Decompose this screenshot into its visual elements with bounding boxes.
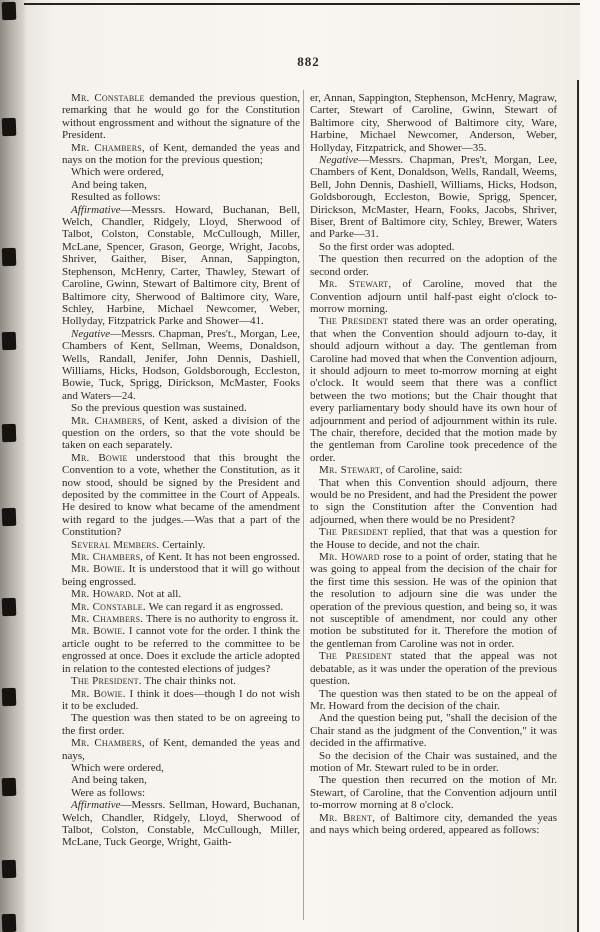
paragraph: Mr. Bowie understood that this brought the Convention to a vote, whether the Constitution, as it now stood, should be signed by the President and deposited by the committee in the Court of Appeals. He desired to know what became of the amendment with regard to the judges.—Was that a part of the Constitution? [62,451,300,539]
speaker-name: Mr. Bowie. [71,687,126,700]
paragraph: Several Members. Certainly. [71,538,206,551]
paragraph: Mr. Howard rose to a point of order, stating that he was going to appeal from the decision of the chair for the first time this session. He was of the opinion that the resolution to adjourn sine die was under the operation of the previous question, and being so, it was not susceptible of amendment, nor could any other motion be substituted for it. Therefore the motion of the gentleman from Caroline was not in order. [310,551,557,650]
paragraph: The President. The chair thinks not. [71,675,237,688]
vote-list-label: Affirmative [71,203,121,216]
vote-list-label: Negative [319,154,359,167]
speaker-name: The President [319,315,389,328]
paragraph: Mr. Bowie. I think it does—though I do not wish it to be excluded. [62,687,300,712]
paragraph: Were as follows: [71,786,146,799]
page-number: 882 [297,54,320,69]
paragraph: The question was then stated to be on the appeal of Mr. Howard from the decision of the chair. [310,687,557,712]
speaker-name: The President [319,526,389,539]
vote-list-label: Negative [71,327,111,340]
scan-mark [2,508,17,526]
paragraph: The question then recurred on the adoption of the second order. [310,253,557,278]
paragraph: Mr. Chambers, of Kent. It has not been engrossed. [71,551,300,564]
scan-mark [2,914,17,932]
speaker-name: Mr. Bowie [71,451,128,464]
paragraph: And being taken, [71,178,147,191]
vote-list-label: Affirmative [71,799,121,812]
speaker-name: Mr. Chambers [71,737,142,750]
speaker-name: Mr. Brent [319,811,373,824]
scan-gutter-line [577,80,579,932]
speaker-name: The President. [71,675,142,688]
speaker-name: Mr. Chambers [71,141,142,154]
speaker-name: Mr. Stewart [319,278,389,291]
speaker-name: Mr. Bowie. [71,563,126,576]
paragraph: Mr. Chambers, of Kent, demanded the yeas and nays, [62,737,300,762]
speaker-name: Mr. Constable [71,92,145,104]
paragraph: Affirmative—Messrs. Sellman, Howard, Buchanan, Welch, Chandler, Ridgely, Lloyd, Sherwood of Talbot, Colston, Constable, McCullough, Miller, McLane, Tuck George, Wright, Gaith- [62,799,300,849]
paragraph: Mr. Bowie. It is understood that it will go without being engrossed. [62,563,300,588]
scan-mark [2,424,17,442]
paragraph: Mr. Chambers, of Kent, asked a division of the question on the orders, so that the vote should be taken on each separately. [62,414,300,452]
text-column-left [62,92,300,926]
scan-top-edge-line [24,3,600,5]
scan-edge-strip [0,0,26,932]
scan-mark [2,248,17,266]
text-column-right [310,92,557,926]
speaker-name: Mr. Chambers [71,551,141,564]
speaker-name: Mr. Howard. [71,588,135,601]
scan-mark [2,2,17,20]
speaker-name: Several Members. [71,538,160,551]
paragraph: Mr. Bowie. I cannot vote for the order. I think the article ought to be referred to the committee to be engrossed at once. Does it exclude the article adopted in relation to the contested elections of judges? [62,625,300,675]
paragraph: Mr. Howard. Not at all. [71,588,182,601]
paragraph: Mr. Stewart, of Caroline, moved that the Convention adjourn until half-past eight o'clock to-morrow morning. [310,278,557,315]
scan-mark [2,118,17,136]
speaker-name: Mr. Stewart [319,464,381,477]
paragraph: And the question being put, "shall the decision of the Chair stand as the judgment of the Convention," it was decided in the affirmative. [310,712,557,750]
column-divider [303,90,304,920]
paragraph: Mr. Stewart, of Caroline, said: [319,464,463,477]
speaker-name: Mr. Chambers. [71,613,144,626]
paragraph: So the decision of the Chair was sustained, and the motion of Mr. Stewart ruled to be in order. [310,749,557,774]
paragraph: And being taken, [71,774,147,787]
paragraph: Which were ordered, [71,761,164,774]
paragraph: So the previous question was sustained. [71,402,247,415]
paragraph: The question was then stated to be on agreeing to the first order. [62,712,300,737]
scan-mark [2,860,17,878]
paragraph: Mr. Chambers, of Kent, demanded the yeas and nays on the motion for the previous question; [62,141,300,167]
paragraph: Mr. Constable. We can regard it as engrossed. [71,600,284,613]
paragraph: The President stated that the appeal was not debatable, as it was under the operation of the previous question. [310,650,557,688]
scan-mark [2,598,17,616]
paragraph: Mr. Constable demanded the previous question, remarking that he would go for the Constitution without engrossment and without the signature of the President. [62,92,300,142]
paragraph: The question then recurred on the motion of Mr. Stewart, of Caroline, that the Convention adjourn until to-morrow morning at 8 o'clock. [310,774,557,812]
speaker-name: Mr. Chambers [71,414,143,427]
paragraph: That when this Convention should adjourn, there would be no President, and had the President the power to sign the Constitution after the Convention had adjourned, when there would be no President? [310,476,557,526]
paragraph: Negative—Messrs. Chapman, Pres't., Morgan, Lee, Chambers of Kent, Sellman, Weems, Donaldson, Wells, Randall, Jenifer, John Dennis, Dashiell, Williams, Hicks, Hodson, Goldsborough, Eccleston, Bowie, Tuck, Sprigg, Dirickson, McMaster, Fooks and Waters—24. [62,327,300,402]
paragraph: Resulted as follows: [71,191,161,204]
scan-mark [2,778,17,796]
scan-mark [2,332,17,350]
paragraph: Negative—Messrs. Chapman, Pres't, Morgan, Lee, Chambers of Kent, Donaldson, Wells, Randall, Weems, Bell, John Dennis, Dashiell, Williams, Hicks, Hodson, Goldsborough, Eccleston, Bowie, Sprigg, Spencer, Dirickson, McMaster, Hearn, Fooks, Jacobs, Shriver, Biser, Brent of Baltimore city, Schley, Brewer, Waters and Parke—31. [310,154,557,241]
paragraph: Affirmative—Messrs. Howard, Buchanan, Bell, Welch, Chandler, Ridgely, Lloyd, Sherwood of Talbot, Colston, Constable, McCullough, Miller, McLane, Spencer, Grason, George, Wright, Jacobs, Shriver, Gaither, Biser, Annan, Sappington, Stephenson, McHenry, Carter, Thawley, Stewart of Caroline, Gwinn, Stewart of Baltimore city, Brent of Baltimore city, Sherwood of Baltimore city, Ware, Schley, Harbine, Michael Newcomer, Weber, Hollyday, Fitzpatrick Parke and Shower—41. [62,203,300,328]
paragraph: Mr. Brent, of Baltimore city, demanded the yeas and nays which being ordered, appeared as follows: [310,811,557,836]
paragraph: The President replied, that that was a question for the House to decide, and not the chair. [310,526,557,551]
paragraph: The President stated there was an order operating, that when the Convention should adjourn to-day, it should adjourn without a day. The gentleman from Caroline had moved that when the Convention adjourn, it should adjourn to meet to-morrow morning at eight o'clock. It would seem that there was a conflict between the two motions; but the Chair thought that every parliamentary body should have its own hour of adjournment and period of adjournment within its rule. The chair, therefore, decided that the motion made by the gentleman from Caroline took precedence of the order. [310,315,557,464]
scan-right-margin [580,0,600,932]
paragraph: Which were ordered, [71,166,164,179]
speaker-name: Mr. Bowie. [71,625,126,638]
paragraph: er, Annan, Sappington, Stephenson, McHenry, Magraw, Carter, Stewart of Caroline, Gwinn, Stewart of Baltimore city, Sherwood of Baltimore city, Ware, Harbine, Michael Newcomer, Anderson, Weber, Hollyday, Fitzpatrick, and Shower—35. [310,92,557,154]
speaker-name: Mr. Constable. [71,600,146,613]
paragraph: Mr. Chambers. There is no authority to engross it. [71,613,299,626]
speaker-name: Mr. Howard [319,551,380,564]
scan-mark [2,688,17,706]
paragraph: So the first order was adopted. [319,240,455,253]
speaker-name: The President [319,650,393,663]
